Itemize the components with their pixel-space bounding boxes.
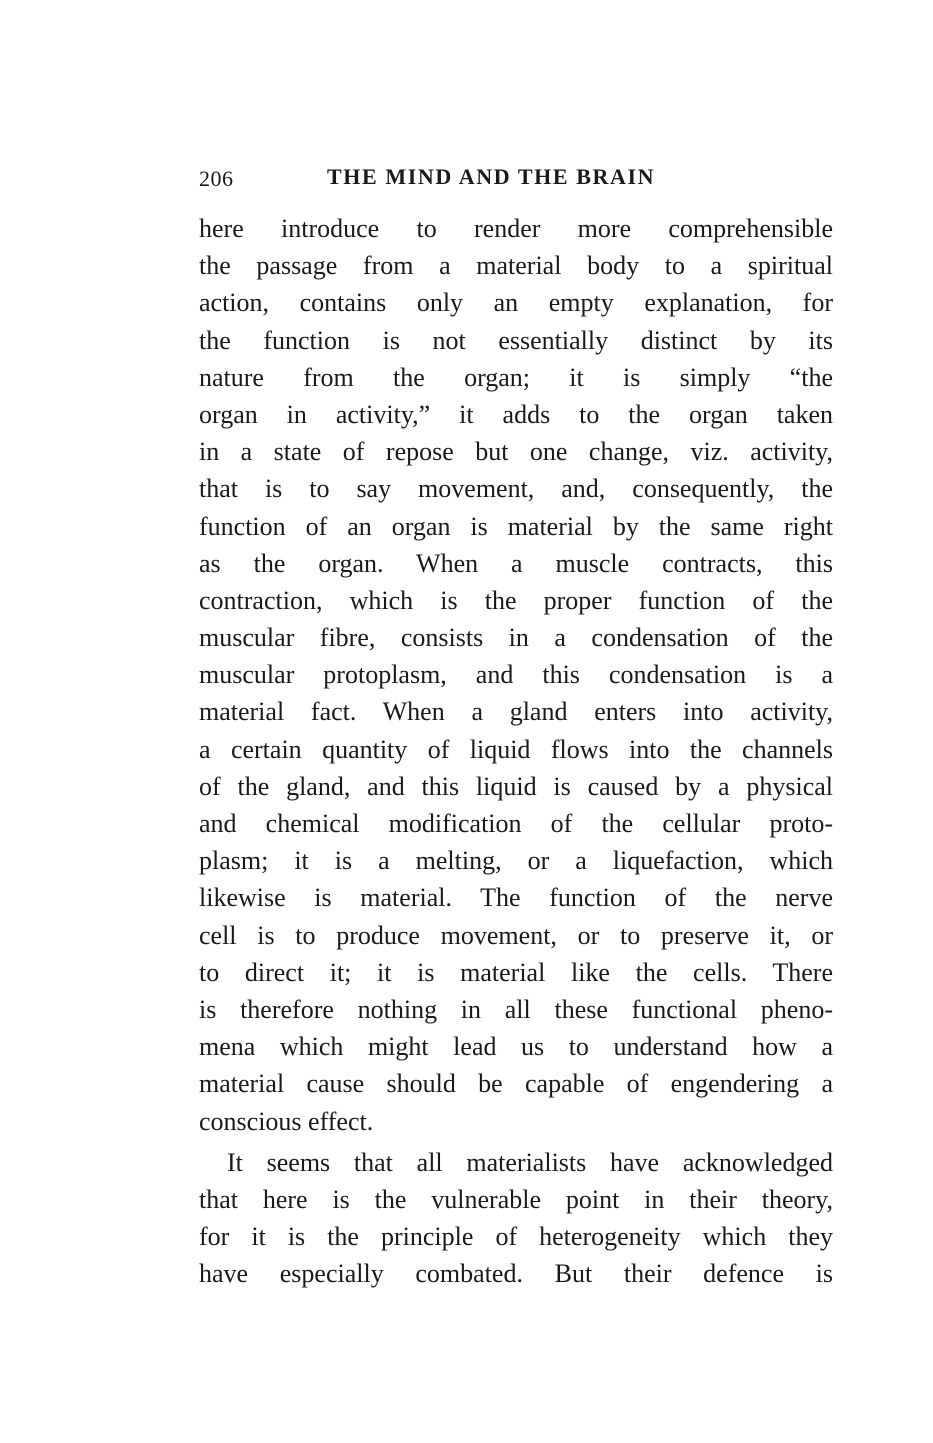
text-line: contraction, which is the proper function of the: [199, 585, 833, 615]
running-title: THE MIND AND THE BRAIN: [327, 164, 656, 189]
text-line: to direct it; it is material like the cells. There: [199, 957, 833, 987]
text-line: that is to say movement, and, consequently, the: [199, 474, 833, 504]
text-line: material fact. When a gland enters into activity,: [199, 697, 833, 727]
running-head: [199, 164, 835, 196]
text-line: conscious effect.: [199, 1106, 374, 1136]
text-line: have especially combated. But their defence is: [199, 1259, 833, 1289]
text-line: for it is the principle of heterogeneity which they: [199, 1222, 833, 1252]
text-line: the function is not essentially distinct by its: [199, 325, 833, 355]
text-line: action, contains only an empty explanation, for: [199, 288, 833, 318]
text-line: is therefore nothing in all these functional pheno-: [199, 994, 833, 1024]
paragraph: [199, 210, 833, 1140]
text-line: a certain quantity of liquid flows into the channels: [199, 734, 833, 764]
text-line: in a state of repose but one change, viz. activity,: [199, 437, 833, 467]
text-line: It seems that all materialists have acknowledged: [227, 1147, 833, 1177]
text-line: organ in activity,” it adds to the organ taken: [199, 399, 833, 429]
text-line: muscular fibre, consists in a condensation of the: [199, 623, 833, 653]
paragraph: [199, 1144, 833, 1293]
text-line: the passage from a material body to a spiritual: [199, 251, 833, 281]
text-line: function of an organ is material by the same right: [199, 511, 833, 541]
text-line: plasm; it is a melting, or a liquefaction, which: [199, 846, 833, 876]
text-line: cell is to produce movement, or to preserve it, or: [199, 920, 833, 950]
text-line: that here is the vulnerable point in their theory,: [199, 1184, 833, 1214]
text-line: material cause should be capable of engendering a: [199, 1069, 833, 1099]
text-line: muscular protoplasm, and this condensation is a: [199, 660, 833, 690]
text-line: mena which might lead us to understand how a: [199, 1032, 833, 1062]
text-line: of the gland, and this liquid is caused by a physical: [199, 771, 833, 801]
text-line: likewise is material. The function of the nerve: [199, 883, 833, 913]
text-line: as the organ. When a muscle contracts, this: [199, 548, 833, 578]
page-number: 206: [199, 166, 234, 191]
text-line: and chemical modification of the cellular proto-: [199, 809, 833, 838]
body-text: [199, 210, 833, 1292]
text-line: nature from the organ; it is simply “the: [199, 362, 833, 392]
text-line: here introduce to render more comprehensible: [199, 214, 833, 243]
